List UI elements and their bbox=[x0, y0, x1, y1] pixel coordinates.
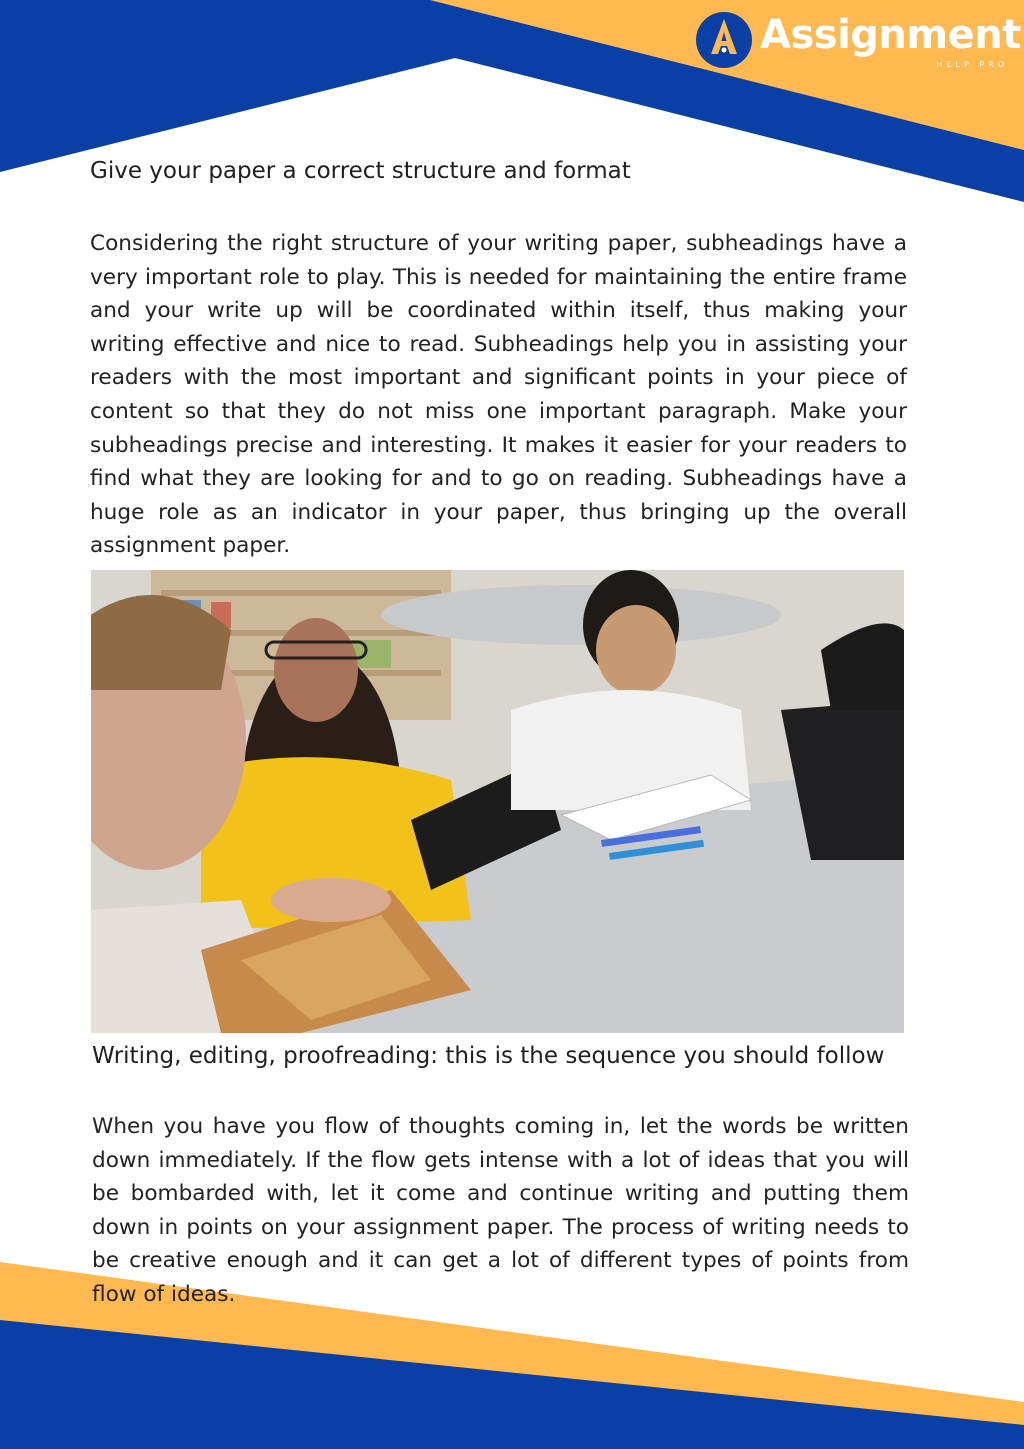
section-body-structure: Considering the right structure of your writing paper, subheadings have a very important role to play. This is needed for maintaining the entire frame and your write up will be coordinated within itself, thus making your writing effective and nice to read. Subheadings help you in assisting your readers with the most important and significant points in your piece of content so that they do not miss one important paragraph. Make your subheadings precise and interesting. It makes it easier for your readers to find what they are looking for and to go on reading. Subheadings have a huge role as an indicator in your paper, thus bringing up the overall assignment paper. bbox=[90, 231, 907, 559]
pen-nib-logo-icon bbox=[694, 10, 754, 70]
section-heading-sequence: Writing, editing, proofreading: this is the sequence you should follow bbox=[92, 1043, 885, 1069]
section-heading-structure: Give your paper a correct structure and format bbox=[90, 158, 631, 184]
brand-tagline: HELP PRO bbox=[936, 60, 1008, 69]
brand-logo bbox=[694, 6, 1021, 72]
students-studying-photo bbox=[91, 570, 904, 1033]
section-body-sequence: When you have you flow of thoughts coming in, let the words be written down immediately. If the flow gets intense with a lot of ideas that you will be bombarded with, let it come and continue writing and putting them down in points on your assignment paper. The process of writing needs to be creative enough and it can get a lot of different types of points from flow of ideas. bbox=[92, 1114, 909, 1307]
brand-name: Assignment bbox=[760, 12, 1021, 58]
